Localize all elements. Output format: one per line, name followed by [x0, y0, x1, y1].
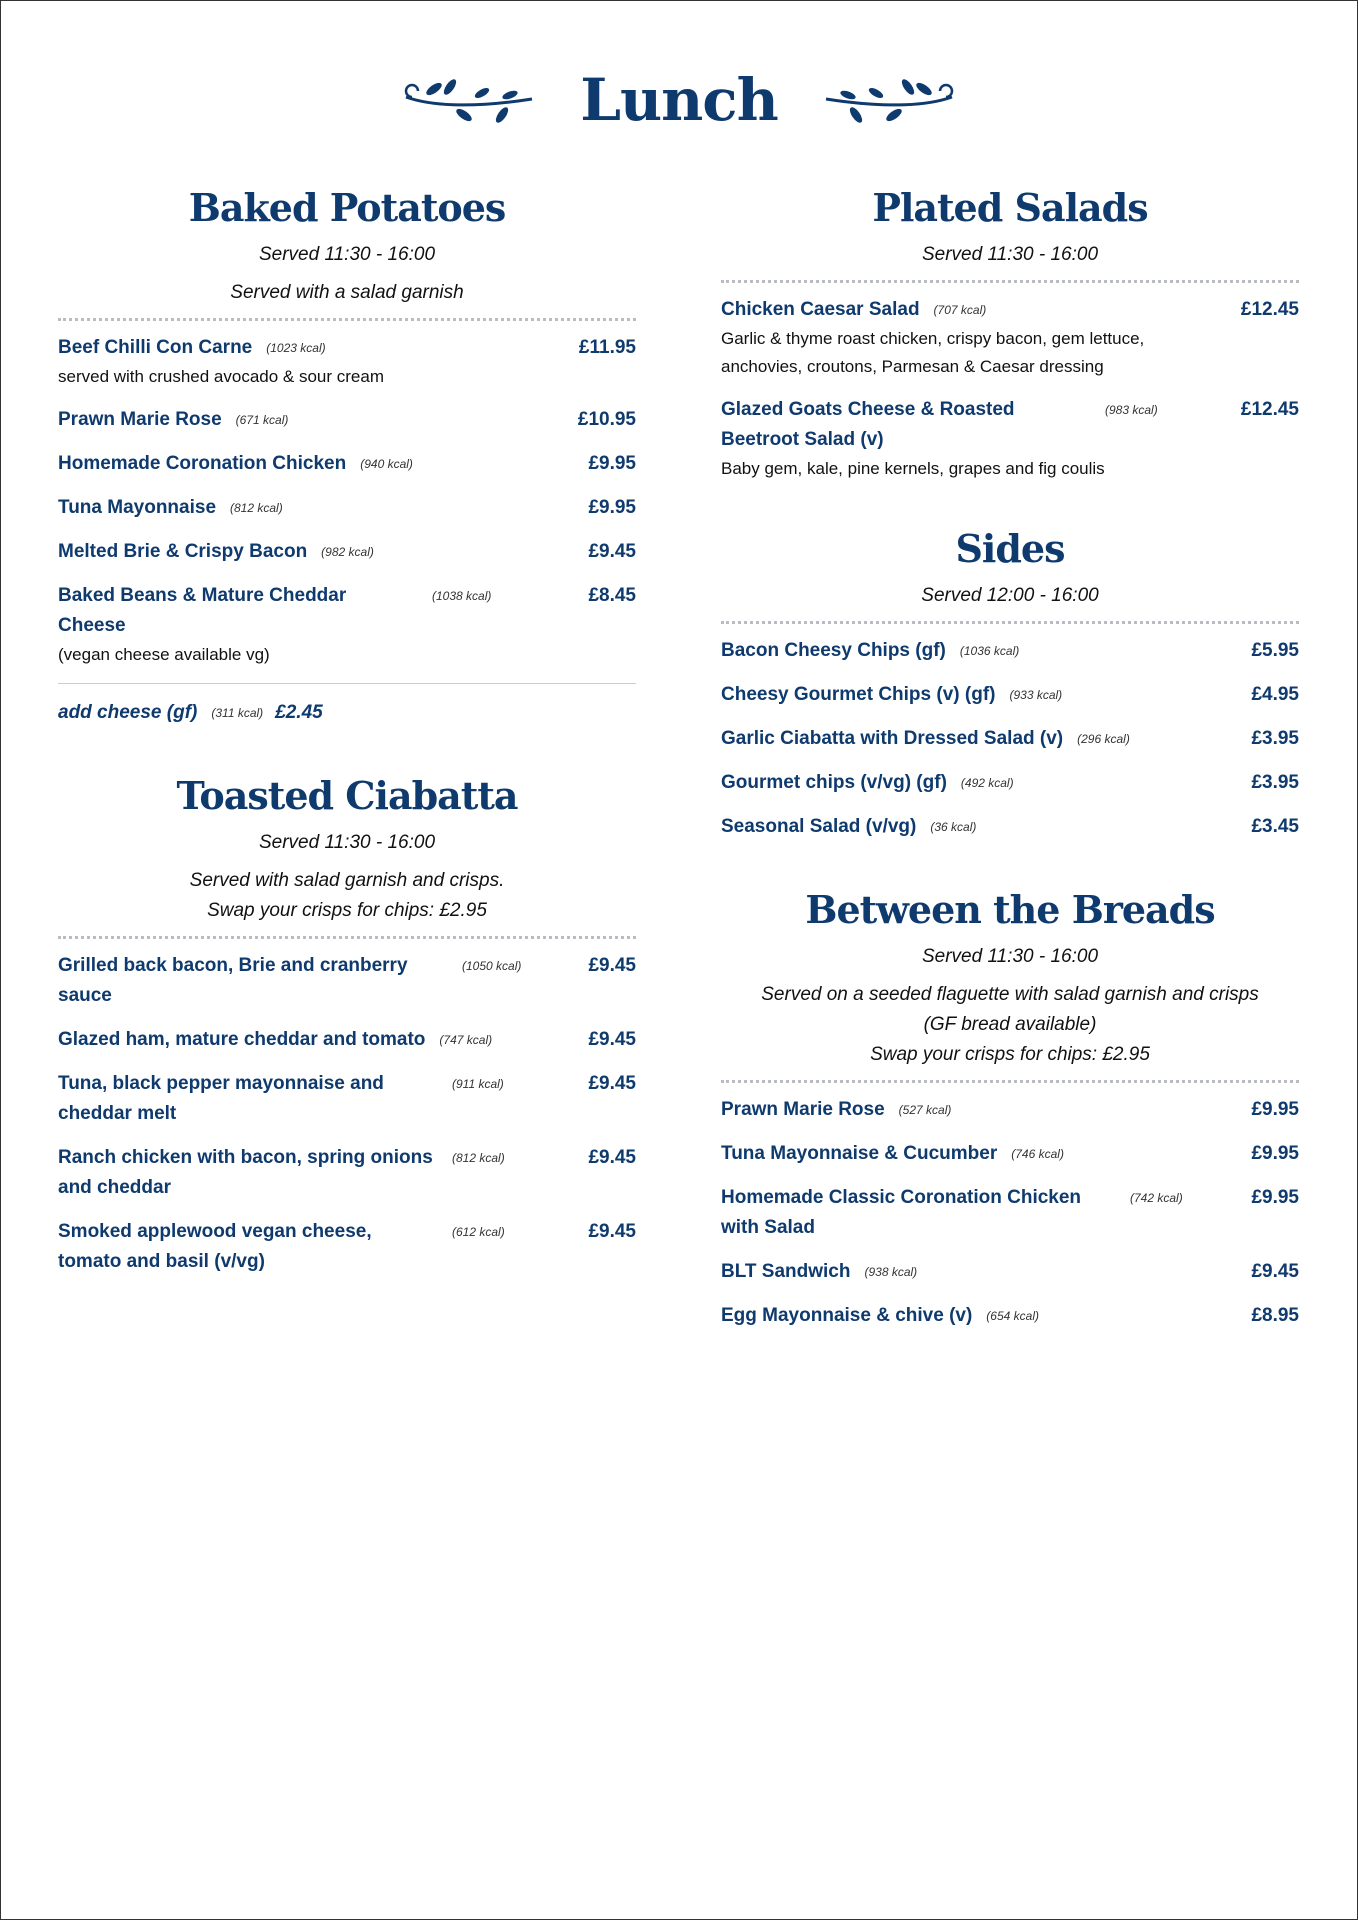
item-price: £9.95	[588, 497, 636, 518]
item-description: (vegan cheese available vg)	[58, 645, 270, 664]
item-price: £3.95	[1251, 772, 1299, 793]
dotted-divider	[721, 1080, 1299, 1083]
item-name: Glazed Goats Cheese & Roasted Beetroot Salad (v)	[721, 399, 1015, 450]
item-kcal: (527 kcal)	[898, 1103, 952, 1117]
section-title: Sides	[955, 526, 1065, 571]
item-name: Smoked applewood vegan cheese, tomato and basil (v/vg)	[58, 1221, 372, 1272]
item-price: £3.45	[1251, 816, 1299, 837]
item-price: £9.45	[588, 1221, 636, 1242]
served-hours: Served 11:30 - 16:00	[921, 946, 1099, 967]
dotted-divider	[58, 318, 636, 321]
menu-item	[58, 405, 636, 435]
item-price: £10.95	[577, 409, 636, 430]
item-name: Cheesy Gourmet Chips (v) (gf)	[721, 684, 996, 705]
item-kcal: (36 kcal)	[930, 820, 977, 834]
item-price: £8.45	[588, 585, 636, 606]
dotted-divider	[721, 280, 1299, 283]
menu-item	[721, 1257, 1299, 1287]
section-note: Served with a salad garnish	[230, 282, 464, 303]
item-name: Garlic Ciabatta with Dressed Salad (v)	[721, 728, 1064, 749]
item-name: Baked Beans & Mature Cheddar Cheese	[58, 585, 347, 636]
right-column	[721, 180, 1299, 1345]
item-kcal: (742 kcal)	[1130, 1191, 1183, 1205]
addon-kcal: (311 kcal)	[211, 706, 264, 720]
item-name: Chicken Caesar Salad	[721, 299, 920, 320]
section-note	[721, 980, 1299, 1070]
section-plated-salads	[721, 180, 1299, 483]
menu-item	[721, 1139, 1299, 1169]
menu-item	[721, 724, 1299, 754]
menu-item	[58, 1217, 636, 1277]
dotted-divider	[58, 936, 636, 939]
menu-item	[58, 1143, 636, 1203]
item-name: BLT Sandwich	[721, 1261, 851, 1282]
item-price: £9.45	[588, 1073, 636, 1094]
item-name: Homemade Coronation Chicken	[58, 453, 347, 474]
item-description: Garlic & thyme roast chicken, crispy bacon, gem lettuce, anchovies, croutons, Parmesan & Caesar dressing	[721, 329, 1145, 376]
item-kcal: (671 kcal)	[235, 413, 289, 427]
menu-item	[721, 680, 1299, 710]
item-name: Ranch chicken with bacon, spring onions and cheddar	[58, 1147, 433, 1198]
menu-item	[721, 1095, 1299, 1125]
item-name: Egg Mayonnaise & chive (v)	[721, 1305, 973, 1326]
item-name: Prawn Marie Rose	[721, 1099, 885, 1120]
menu-item	[721, 295, 1299, 325]
item-kcal: (296 kcal)	[1077, 732, 1130, 746]
section-between-the-breads	[721, 882, 1299, 1331]
item-kcal: (1023 kcal)	[266, 341, 326, 355]
item-name: Tuna Mayonnaise & Cucumber	[721, 1143, 998, 1164]
item-price: £9.45	[588, 541, 636, 562]
item-price: £9.45	[588, 1029, 636, 1050]
item-description: served with crushed avocado & sour cream	[58, 367, 384, 386]
item-kcal: (933 kcal)	[1009, 688, 1063, 702]
menu-item	[58, 951, 636, 1011]
item-kcal: (812 kcal)	[452, 1151, 505, 1165]
served-hours: Served 11:30 - 16:00	[921, 244, 1099, 265]
item-name: Beef Chilli Con Carne	[58, 337, 253, 358]
note-line: Served with salad garnish and crisps.	[189, 870, 505, 891]
note-line: (GF bread available)	[923, 1014, 1097, 1035]
menu-item	[721, 395, 1299, 455]
item-kcal: (492 kcal)	[960, 776, 1014, 790]
section-title: Between the Breads	[805, 887, 1215, 932]
item-kcal: (940 kcal)	[360, 457, 413, 471]
item-price: £9.95	[1251, 1099, 1299, 1120]
item-name: Prawn Marie Rose	[58, 409, 222, 430]
item-price: £12.45	[1240, 399, 1299, 420]
item-name: Tuna Mayonnaise	[58, 497, 217, 518]
menu-item	[721, 636, 1299, 666]
item-price: £9.45	[1251, 1261, 1299, 1282]
addon-item	[58, 698, 636, 728]
addon-price: £2.45	[275, 702, 323, 723]
item-kcal: (983 kcal)	[1105, 403, 1158, 417]
item-kcal: (1050 kcal)	[462, 959, 522, 973]
item-price: £8.95	[1251, 1305, 1299, 1326]
item-kcal: (938 kcal)	[864, 1265, 918, 1279]
item-kcal: (812 kcal)	[230, 501, 283, 515]
item-kcal: (612 kcal)	[452, 1225, 505, 1239]
menu-item	[721, 812, 1299, 842]
item-price: £3.95	[1251, 728, 1299, 749]
menu-item	[58, 449, 636, 479]
item-name: Tuna, black pepper mayonnaise and cheddar melt	[58, 1073, 384, 1124]
menu-item	[721, 1301, 1299, 1331]
section-title: Plated Salads	[872, 185, 1148, 230]
item-name: Bacon Cheesy Chips (gf)	[721, 640, 946, 661]
addon-name: add cheese (gf)	[58, 702, 198, 723]
menu-item	[58, 493, 636, 523]
section-title: Baked Potatoes	[188, 185, 506, 230]
note-line: Served on a seeded flaguette with salad garnish and crisps	[761, 984, 1259, 1005]
menu-item	[721, 1183, 1299, 1243]
item-price: £9.45	[588, 955, 636, 976]
note-line: Swap your crisps for chips: £2.95	[207, 900, 487, 921]
item-price: £12.45	[1240, 299, 1299, 320]
section-toasted-ciabatta	[58, 768, 636, 1277]
item-price: £9.95	[1251, 1187, 1299, 1208]
section-note	[58, 866, 636, 926]
page-title: Lunch	[580, 66, 778, 134]
left-column	[58, 180, 636, 1291]
served-hours: Served 12:00 - 16:00	[921, 585, 1099, 606]
solid-divider	[58, 683, 636, 684]
served-hours: Served 11:30 - 16:00	[258, 244, 436, 265]
item-price: £5.95	[1251, 640, 1299, 661]
item-name: Grilled back bacon, Brie and cranberry sauce	[58, 955, 408, 1006]
item-kcal: (746 kcal)	[1011, 1147, 1064, 1161]
item-name: Melted Brie & Crispy Bacon	[58, 541, 308, 562]
item-price: £9.45	[588, 1147, 636, 1168]
item-price: £11.95	[578, 337, 636, 358]
page-header	[0, 60, 1358, 140]
item-price: £9.95	[588, 453, 636, 474]
item-name: Glazed ham, mature cheddar and tomato	[58, 1029, 426, 1050]
menu-item	[58, 581, 636, 641]
leaf-sprig-right-icon	[824, 75, 960, 125]
menu-item	[58, 537, 636, 567]
item-kcal: (1038 kcal)	[432, 589, 492, 603]
item-kcal: (982 kcal)	[321, 545, 374, 559]
item-kcal: (654 kcal)	[986, 1309, 1039, 1323]
dotted-divider	[721, 621, 1299, 624]
item-kcal: (911 kcal)	[452, 1077, 504, 1091]
menu-item	[58, 1069, 636, 1129]
item-price: £9.95	[1251, 1143, 1299, 1164]
section-title: Toasted Ciabatta	[176, 773, 518, 818]
item-name: Seasonal Salad (v/vg)	[721, 816, 917, 837]
section-sides	[721, 521, 1299, 842]
served-hours: Served 11:30 - 16:00	[258, 832, 436, 853]
menu-item	[721, 768, 1299, 798]
menu-item	[58, 1025, 636, 1055]
menu-item	[58, 333, 636, 363]
item-kcal: (747 kcal)	[439, 1033, 493, 1047]
section-baked-potatoes	[58, 180, 636, 728]
item-price: £4.95	[1251, 684, 1299, 705]
leaf-sprig-left-icon	[398, 75, 534, 125]
item-name: Gourmet chips (v/vg) (gf)	[721, 772, 947, 793]
item-description: Baby gem, kale, pine kernels, grapes and fig coulis	[721, 459, 1105, 478]
item-kcal: (1036 kcal)	[959, 644, 1020, 658]
item-name: Homemade Classic Coronation Chicken with Salad	[721, 1187, 1082, 1238]
item-kcal: (707 kcal)	[933, 303, 987, 317]
note-line: Swap your crisps for chips: £2.95	[870, 1044, 1150, 1065]
